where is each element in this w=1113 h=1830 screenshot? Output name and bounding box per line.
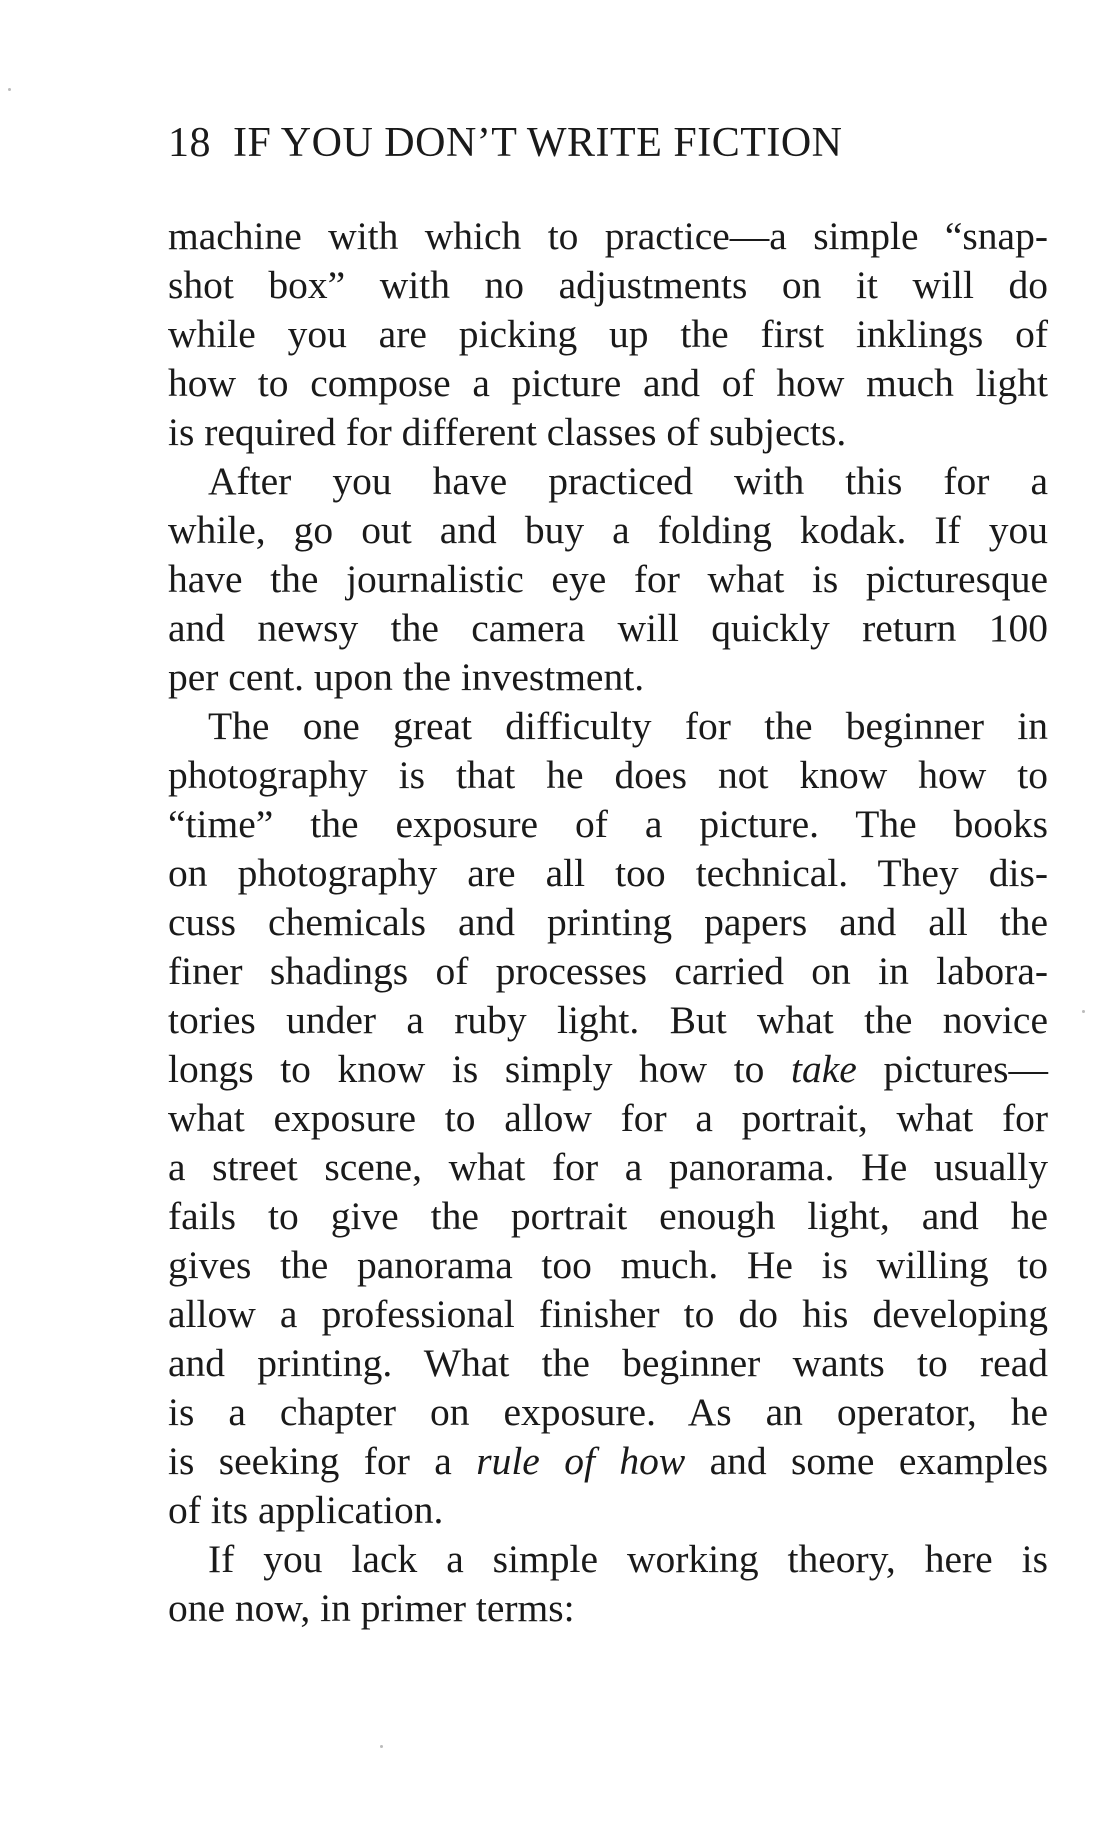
scan-speck	[8, 88, 11, 91]
text-line: If you lack a simple working theory, here is	[208, 1537, 1048, 1581]
text-line: a street scene, what for a panorama. He usually	[168, 1145, 1048, 1189]
text-line: while, go out and buy a folding kodak. If you	[168, 508, 1048, 552]
text-line: gives the panorama too much. He is willing to	[168, 1243, 1048, 1287]
body-text	[168, 212, 1048, 1633]
text-line: per cent. upon the investment.	[168, 655, 645, 699]
text-line: shot box” with no adjustments on it will do	[168, 263, 1048, 307]
text-line: The one great difficulty for the beginner in	[208, 704, 1048, 748]
text-line: of its application.	[168, 1488, 444, 1532]
text-line: is a chapter on exposure. As an operator, he	[168, 1390, 1048, 1434]
text-line: while you are picking up the first inklings of	[168, 312, 1048, 356]
text-line: allow a professional finisher to do his developing	[168, 1292, 1048, 1336]
text-line: and newsy the camera will quickly return 100	[168, 606, 1048, 650]
text-line: cuss chemicals and printing papers and all the	[168, 900, 1048, 944]
running-title: IF YOU DON’T WRITE FICTION	[233, 120, 843, 166]
text-line: how to compose a picture and of how much light	[168, 361, 1048, 405]
text-line: and printing. What the beginner wants to read	[168, 1341, 1048, 1385]
text-line: finer shadings of processes carried on in labora-	[168, 949, 1048, 993]
paragraph	[168, 1535, 1048, 1633]
text-fragment: and some examples	[685, 1439, 1048, 1483]
text-line: fails to give the portrait enough light, and he	[168, 1194, 1048, 1238]
paragraph	[168, 212, 1048, 457]
text-line	[168, 1437, 1048, 1486]
scan-speck	[380, 1745, 383, 1748]
italic-word: take	[791, 1047, 857, 1091]
text-fragment: is seeking for a	[168, 1439, 477, 1483]
scan-speck	[1082, 1010, 1085, 1013]
text-line: machine with which to practice—a simple “snap-	[168, 214, 1048, 258]
text-line: “time” the exposure of a picture. The books	[168, 802, 1048, 846]
italic-phrase: rule of how	[476, 1439, 686, 1483]
text-line: is required for different classes of subjects.	[168, 410, 847, 454]
text-line: After you have practiced with this for a	[208, 459, 1048, 503]
text-line: one now, in primer terms:	[168, 1586, 575, 1630]
text-line: photography is that he does not know how to	[168, 753, 1048, 797]
paragraph	[168, 702, 1048, 1535]
text-line	[168, 1045, 1048, 1094]
paragraph	[168, 457, 1048, 702]
text-fragment: longs to know is simply how to	[168, 1047, 792, 1091]
text-fragment: pictures—	[856, 1047, 1048, 1091]
running-head	[168, 118, 968, 168]
text-line: have the journalistic eye for what is picturesque	[168, 557, 1048, 601]
page-number: 18	[168, 120, 211, 166]
text-line: what exposure to allow for a portrait, what for	[168, 1096, 1048, 1140]
text-line: on photography are all too technical. They dis-	[168, 851, 1048, 895]
text-line: tories under a ruby light. But what the novice	[168, 998, 1048, 1042]
